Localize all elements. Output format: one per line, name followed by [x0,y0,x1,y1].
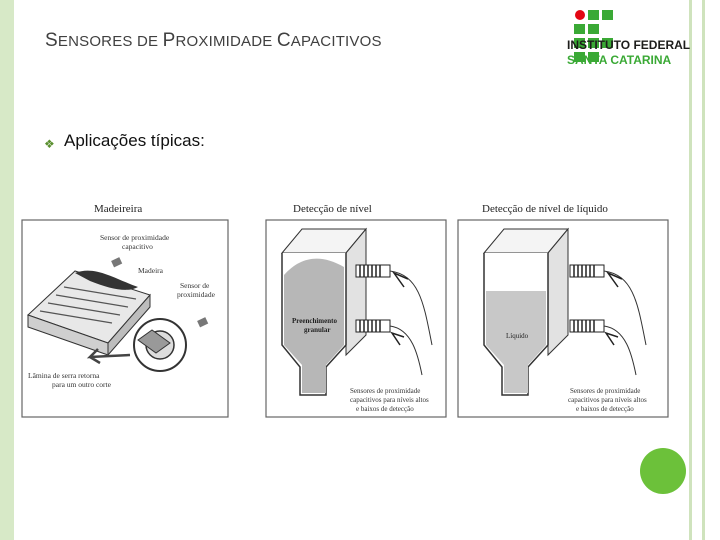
svg-text:Madeira: Madeira [138,266,163,275]
svg-text:proximidade: proximidade [177,290,215,299]
right-decorative-line [689,0,692,540]
panel1-title: Madeireira [94,203,143,215]
applications-figure [20,195,672,420]
svg-text:Sensor de: Sensor de [180,281,210,290]
svg-text:capacitivos para níveis altos: capacitivos para níveis altos [350,396,429,404]
panel-madeireira [22,203,228,417]
svg-text:Líquido: Líquido [506,332,529,340]
svg-text:granular: granular [304,326,331,334]
bullet-icon: ❖ [44,137,55,151]
bullet-text: Aplicações típicas: [64,131,205,150]
right-decorative-line [702,0,705,540]
svg-text:Detecção de nível de líquido: Detecção de nível de líquido [482,203,608,215]
svg-text:e baixos de detecção: e baixos de detecção [356,405,414,413]
svg-text:Sensores de proximidade: Sensores de proximidade [350,387,421,395]
svg-text:Detecção de nível: Detecção de nível [293,203,372,215]
panel-deteccao-nivel [266,203,446,417]
svg-text:capacitivos para níveis altos: capacitivos para níveis altos [568,396,647,404]
panel-deteccao-liquido [458,203,668,417]
svg-text:Sensores de proximidade: Sensores de proximidade [570,387,641,395]
logo-red-dot [575,10,585,20]
svg-text:Lâmina de serra retorna: Lâmina de serra retorna [28,371,100,380]
svg-text:e baixos de detecção: e baixos de detecção [576,405,634,413]
svg-text:capacitivo: capacitivo [122,242,153,251]
slide-title: SENSORES DE PROXIMIDADE CAPACITIVOS [45,30,382,51]
decorative-green-circle [640,448,686,494]
svg-text:Sensor de proximidade: Sensor de proximidade [100,233,170,242]
svg-text:para um outro corte: para um outro corte [52,380,111,389]
logo-line1: INSTITUTO FEDERAL [567,38,691,52]
left-decorative-bar [0,0,14,540]
svg-text:Preenchimento: Preenchimento [292,317,337,325]
logo-line2: SANTA CATARINA [567,53,672,67]
